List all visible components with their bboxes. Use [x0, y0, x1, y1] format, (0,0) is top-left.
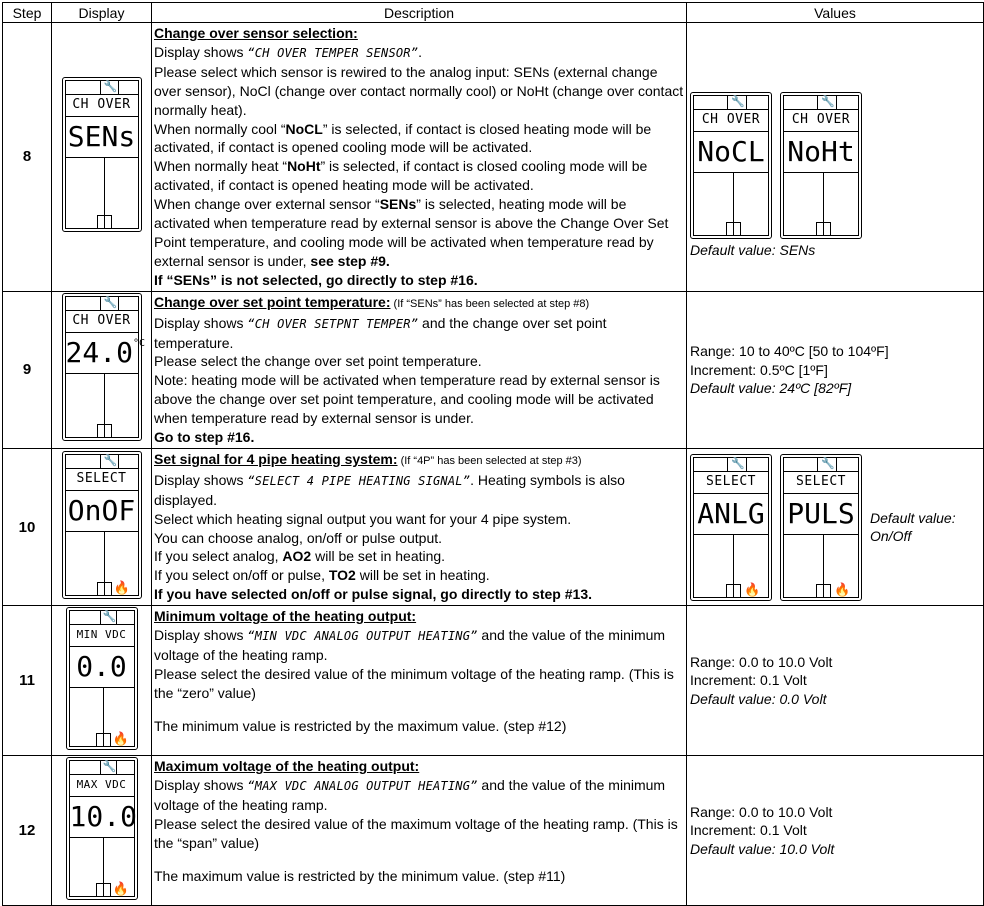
desc-paragraph: Please select the desired value of the maximum voltage of the heating ramp. (This is the “span” value) [154, 815, 678, 851]
desc-bold: If “SENs” is not selected, go directly to step #16. [154, 271, 478, 288]
desc-paragraph: Select which heating signal output you want for your 4 pipe system. [154, 510, 572, 527]
desc-text: If you select analog, [154, 548, 283, 565]
description-cell [152, 606, 687, 756]
description-cell [152, 23, 687, 292]
values-cell [687, 756, 984, 906]
thermostat-display [62, 77, 142, 232]
desc-bold: NoCL [285, 120, 323, 137]
lcd-text: “SELECT 4 PIPE HEATING SIGNAL” [247, 473, 471, 488]
desc-text: . Heating symbols is also displayed. [154, 471, 625, 508]
display-line1: CH OVER [694, 109, 768, 132]
desc-bold: NoHt [287, 158, 321, 175]
wrench-icon: 🔧 [103, 454, 118, 467]
desc-bold: TO2 [328, 567, 356, 584]
row-title: Set signal for 4 pipe heating system: [154, 450, 398, 467]
settings-table [2, 2, 984, 906]
desc-bold: If you have selected on/off or pulse signal, go directly to step #13. [154, 586, 592, 603]
desc-bold: AO2 [282, 548, 312, 565]
wrench-icon: 🔧 [103, 80, 118, 93]
step-number: 9 [3, 291, 52, 448]
desc-paragraph: The maximum value is restricted by the minimum value. (step #11) [154, 867, 566, 884]
flame-icon: 🔥 [744, 581, 761, 597]
desc-paragraph: Please select the desired value of the minimum voltage of the heating ramp. (This is the “zero” value) [154, 665, 674, 701]
description-cell [152, 756, 687, 906]
lcd-text: “CH OVER TEMPER SENSOR” [247, 45, 419, 60]
wrench-icon: 🔧 [731, 96, 745, 109]
step-number: 10 [3, 448, 52, 605]
row-title: Change over sensor selection: [154, 25, 358, 41]
table-row [3, 756, 984, 906]
thermostat-display [690, 92, 772, 239]
display-cell [52, 23, 152, 292]
lcd-text: “CH OVER SETPNT TEMPER” [247, 316, 419, 331]
desc-text: will be set in heating. [355, 567, 490, 584]
thermostat-display [690, 454, 772, 601]
display-line2: 24.0 [65, 336, 133, 370]
desc-paragraph: Please select the change over set point temperature. [154, 353, 482, 370]
display-line2: ANLG [694, 494, 768, 535]
table-row [3, 23, 984, 292]
increment-value: Increment: 0.1 Volt [690, 672, 807, 689]
desc-text: Display shows [154, 627, 248, 644]
table-row [3, 448, 984, 605]
desc-text: will be set in heating. [311, 548, 446, 565]
display-cell [52, 291, 152, 448]
default-value: Default value: 0.0 Volt [690, 690, 827, 707]
display-line1: MAX VDC [70, 774, 134, 797]
values-cell [687, 291, 984, 448]
display-line2: OnOF [66, 491, 138, 532]
row-title: Change over set point temperature: [154, 293, 391, 310]
values-cell [687, 606, 984, 756]
desc-text: . [418, 43, 423, 60]
header-description: Description [152, 3, 687, 23]
desc-text: If you select on/off or pulse, [154, 567, 329, 584]
step-number: 11 [3, 606, 52, 756]
header-values: Values [687, 3, 984, 23]
default-value-label: Default value: [870, 510, 956, 527]
lcd-text: “MAX VDC ANALOG OUTPUT HEATING” [247, 779, 478, 794]
values-cell [687, 23, 984, 292]
row-note: (If “4P” has been selected at step #3) [397, 454, 582, 467]
unit-label: °C [132, 338, 145, 350]
desc-bold: SENs [379, 196, 417, 213]
display-line1: SELECT [694, 471, 768, 494]
display-line2: SENs [66, 117, 138, 158]
desc-text: ” is selected, if contact is closed heating mode will be activated, if contact is opened cooling mode will be activated. [154, 120, 652, 156]
desc-text: Display shows [154, 471, 248, 488]
default-value: On/Off [870, 528, 912, 545]
desc-text: and the value of the minimum voltage of the heating ramp. [154, 777, 666, 813]
desc-text: ” is selected, heating mode will be activated when temperature read by external sensor is above the Change Over Set Point temperature, and cooling mode will be activated when temperature read by external sensor is under, [154, 196, 669, 269]
default-value: Default value: 24ºC [82ºF] [690, 380, 852, 397]
row-note: (If “SENs” has been selected at step #8) [390, 297, 590, 310]
desc-paragraph: The minimum value is restricted by the maximum value. (step #12) [154, 717, 567, 734]
desc-text: Display shows [154, 314, 248, 331]
thermostat-display [66, 757, 138, 900]
row-title: Minimum voltage of the heating output: [154, 608, 417, 625]
range-value: Range: 0.0 to 10.0 Volt [690, 803, 833, 820]
desc-paragraph: You can choose analog, on/off or pulse output. [154, 529, 443, 546]
description-cell [152, 448, 687, 605]
header-display: Display [52, 3, 152, 23]
display-cell [52, 606, 152, 756]
increment-value: Increment: 0.1 Volt [690, 822, 807, 839]
step-number: 8 [3, 23, 52, 292]
display-line1: SELECT [66, 468, 138, 491]
desc-paragraph: Please select which sensor is rewired to the analog input: SENs (external change over sensor), NoCl (change over contact normally cool) or NoHt (change over contact normally heat). [154, 63, 684, 118]
display-line2: NoHt [784, 132, 858, 173]
thermostat-display [780, 92, 862, 239]
display-cell [52, 448, 152, 605]
display-cell [52, 756, 152, 906]
desc-text: Display shows [154, 43, 248, 60]
header-row [3, 3, 984, 23]
wrench-icon: 🔧 [102, 610, 117, 623]
display-line1: CH OVER [66, 310, 138, 333]
desc-paragraph: Note: heating mode will be activated when temperature read by external sensor is above the change over set point temperature, and cooling mode will be activated when temperature read by external sensor is under. [154, 372, 660, 427]
display-line1: CH OVER [784, 109, 858, 132]
desc-text: When normally cool “ [154, 120, 286, 137]
display-line2: 10.0 [70, 797, 134, 838]
flame-icon: 🔥 [113, 579, 130, 595]
range-value: Range: 10 to 40ºC [50 to 104ºF] [690, 342, 889, 359]
thermostat-display [66, 607, 138, 750]
description-cell [152, 291, 687, 448]
display-line2: NoCL [694, 132, 768, 173]
thermostat-display [62, 451, 142, 599]
desc-bold: see step #9. [310, 252, 390, 269]
display-line1: SELECT [784, 471, 858, 494]
increment-value: Increment: 0.5ºC [1ºF] [690, 361, 828, 378]
table-row [3, 291, 984, 448]
desc-text: ” is selected, if contact is closed cooling mode will be activated, if contact is opened heating mode will be activated. [154, 158, 648, 194]
wrench-icon: 🔧 [103, 297, 118, 310]
desc-text: Display shows [154, 777, 248, 794]
wrench-icon: 🔧 [731, 457, 745, 470]
display-line2: PULS [784, 494, 858, 535]
values-cell [687, 448, 984, 605]
header-step: Step [3, 3, 52, 23]
desc-text: and the value of the minimum voltage of the heating ramp. [154, 627, 666, 663]
default-value: Default value: SENs [690, 242, 816, 259]
row-title: Maximum voltage of the heating output: [154, 758, 420, 775]
wrench-icon: 🔧 [102, 760, 117, 773]
desc-text: and the change over set point temperature. [154, 314, 607, 351]
thermostat-display [62, 293, 145, 441]
range-value: Range: 0.0 to 10.0 Volt [690, 653, 833, 670]
desc-text: When change over external sensor “ [154, 196, 380, 213]
flame-icon: 🔥 [112, 880, 129, 896]
thermostat-display [780, 454, 862, 601]
desc-text: When normally heat “ [154, 158, 288, 175]
wrench-icon: 🔧 [821, 457, 835, 470]
flame-icon: 🔥 [112, 730, 129, 746]
display-line2: 0.0 [70, 647, 134, 688]
flame-icon: 🔥 [834, 581, 851, 597]
table-row [3, 606, 984, 756]
wrench-icon: 🔧 [821, 96, 835, 109]
display-line1: MIN VDC [70, 624, 134, 647]
step-number: 12 [3, 756, 52, 906]
desc-bold: Go to step #16. [154, 429, 255, 446]
display-line1: CH OVER [66, 94, 138, 117]
default-value: Default value: 10.0 Volt [690, 840, 835, 857]
lcd-text: “MIN VDC ANALOG OUTPUT HEATING” [247, 629, 478, 644]
